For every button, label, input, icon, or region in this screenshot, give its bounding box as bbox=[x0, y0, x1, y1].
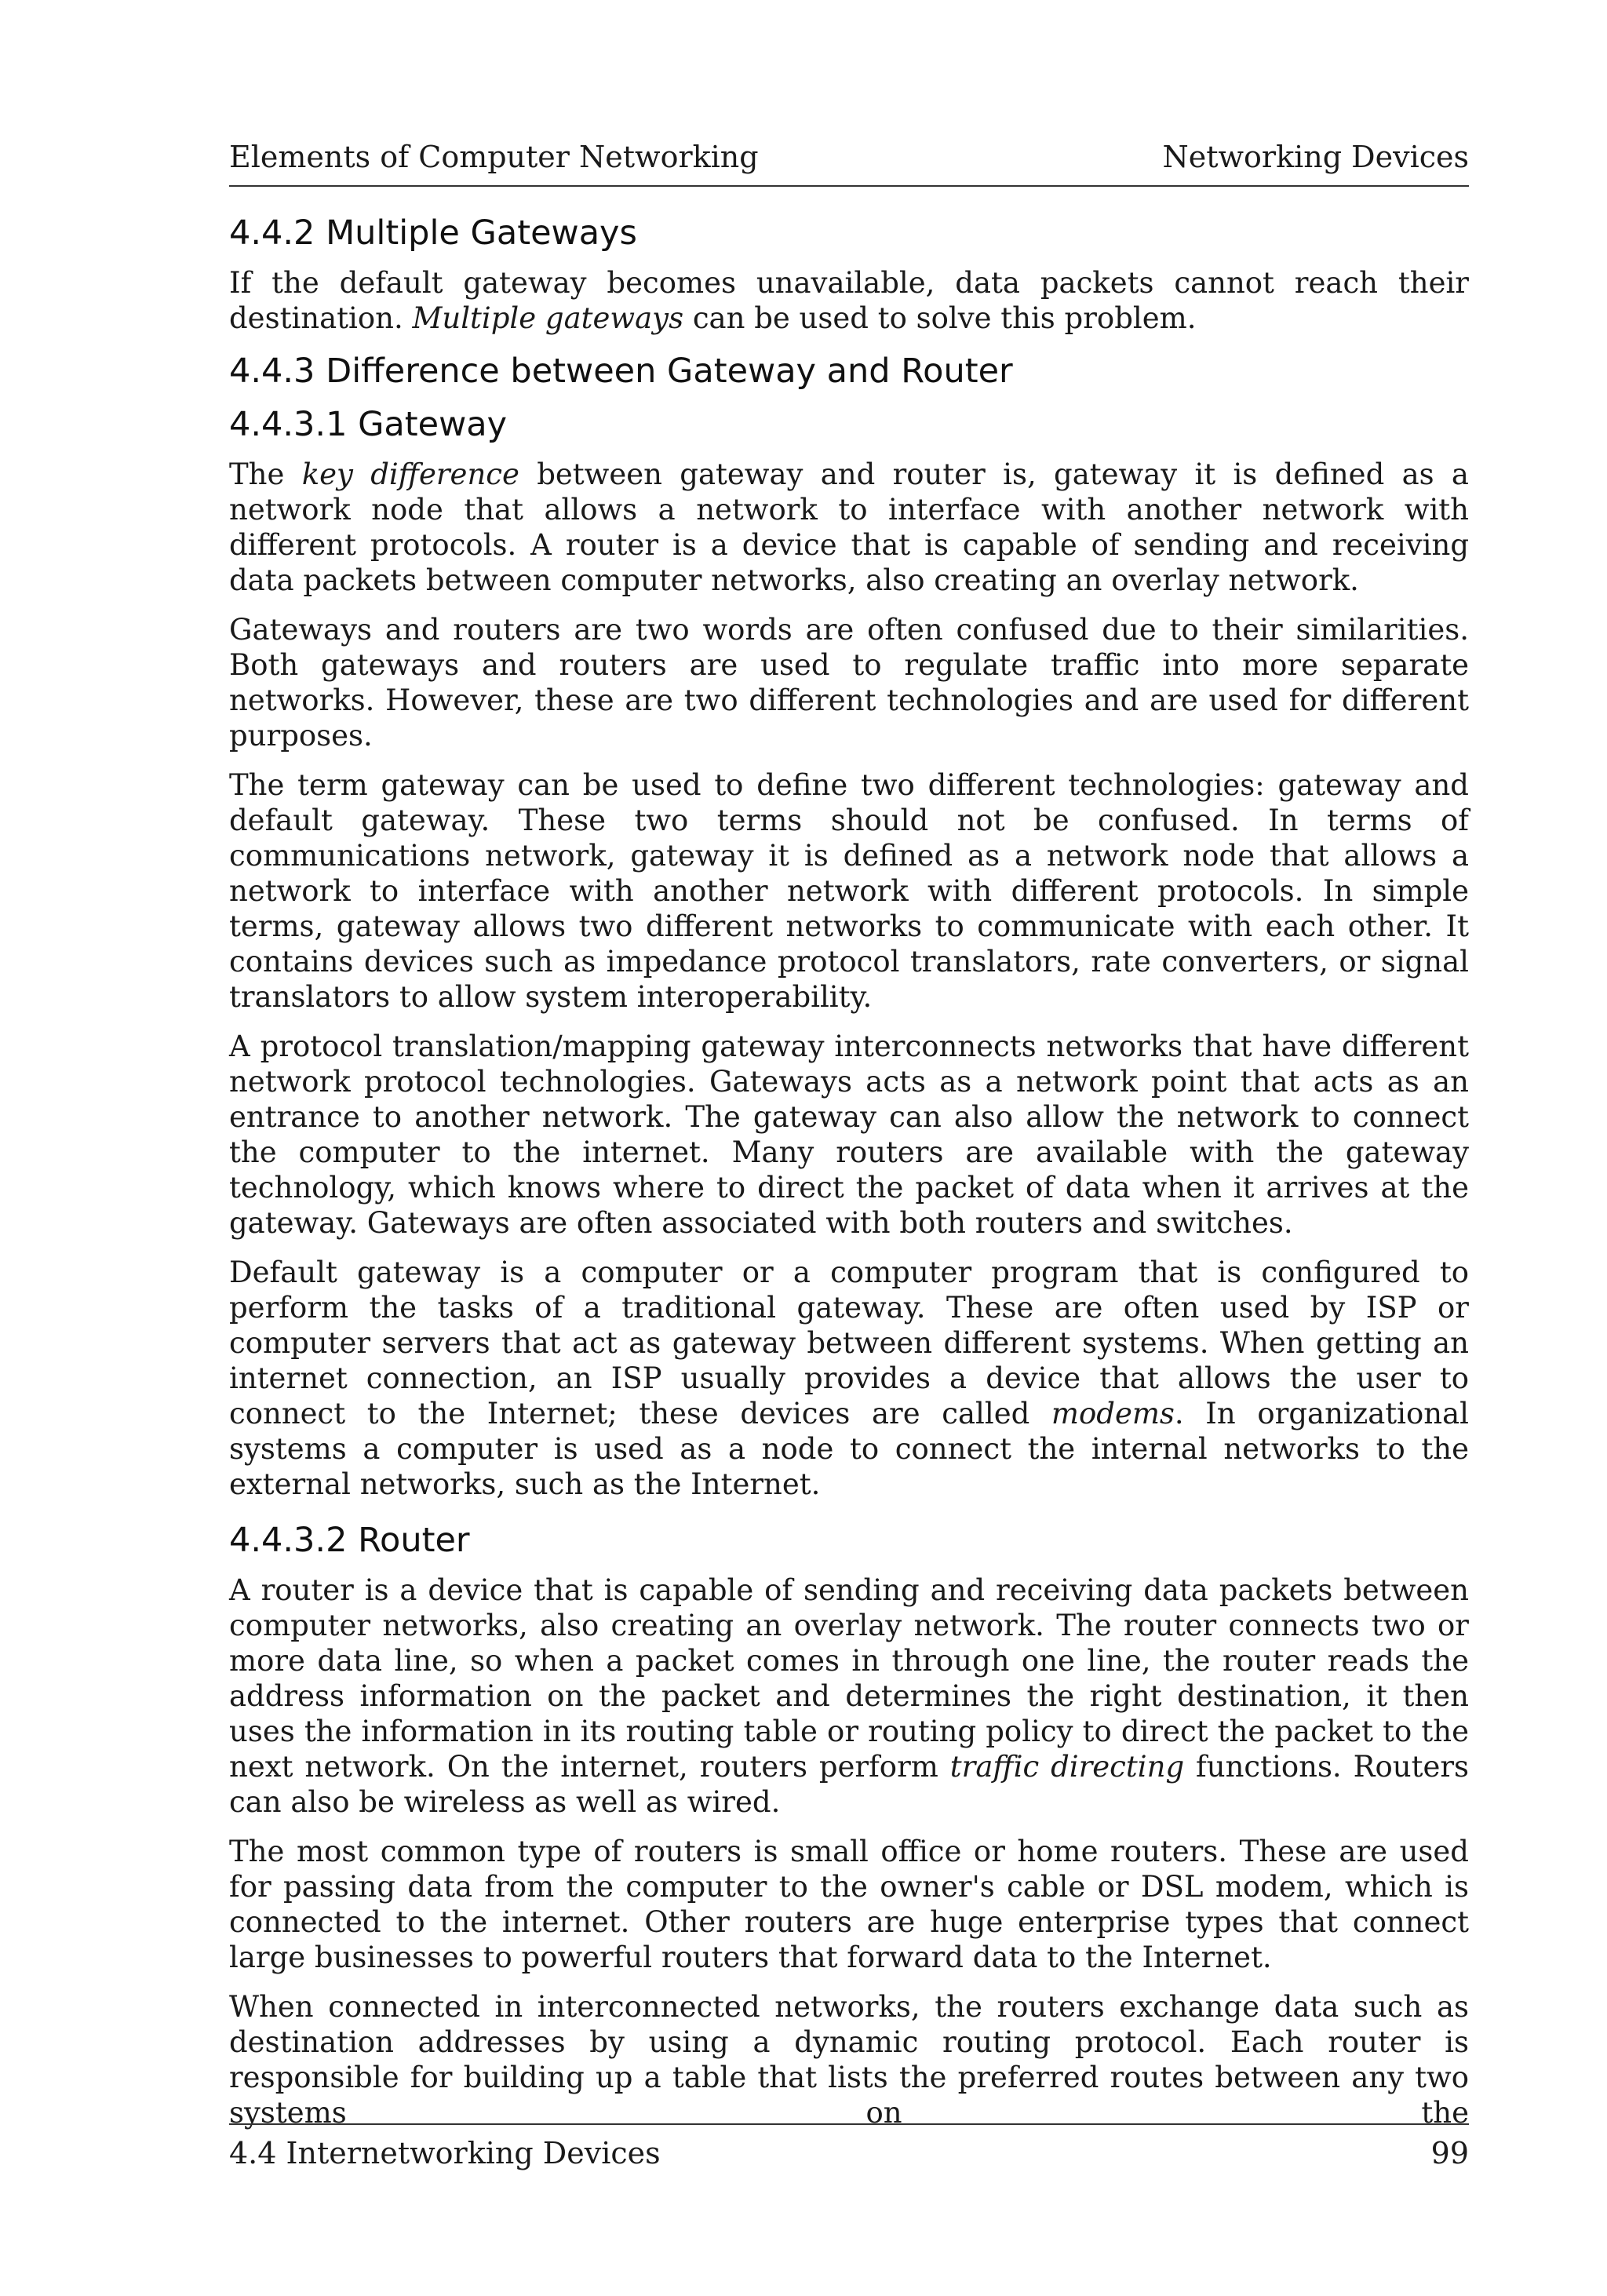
section-heading-4-4-3-1: 4.4.3.1 Gateway bbox=[229, 405, 508, 444]
paragraph bbox=[229, 457, 1469, 598]
text-run: between gateway and router is, gateway it is defined as a network node that allows a network to interface with another network with different protocols. A router is a device that is capable of sending and receiving data packets between computer networks, also creating an overlay network. bbox=[229, 457, 1469, 597]
paragraph: The most common type of routers is small office or home routers. These are used for passing data from the computer to the owner's cable or DSL modem, which is connected to the internet. Other routers are huge enterprise types that connect large businesses to powerful routers that forward data to the Internet. bbox=[229, 1835, 1469, 1974]
section-heading-4-4-2: 4.4.2 Multiple Gateways bbox=[229, 213, 637, 253]
text-run: The bbox=[229, 457, 302, 491]
text-run: If the default gateway becomes unavailable, data packets cannot reach their destination. bbox=[229, 266, 1469, 335]
paragraph bbox=[229, 1255, 1469, 1502]
section-heading-4-4-3-2: 4.4.3.2 Router bbox=[229, 1521, 470, 1560]
emphasis-text: key difference bbox=[301, 457, 519, 491]
page-number: 99 bbox=[1430, 2136, 1469, 2170]
running-footer bbox=[229, 2123, 1469, 2170]
paragraph bbox=[229, 1573, 1469, 1820]
text-run: Default gateway is a computer or a computer program that is configured to perform the tasks of a traditional gateway. These are often used by ISP or computer servers that act as gateway between different systems. When getting an internet connection, an ISP usually provides a device that allows the user to connect to the Internet; these devices are called bbox=[229, 1256, 1469, 1430]
header-chapter-title: Networking Devices bbox=[1162, 140, 1469, 174]
paragraph: When connected in interconnected networks, the routers exchange data such as destination addresses by using a dynamic routing protocol. Each router is responsible for building up a table that lists the preferred routes between any two systems on the bbox=[229, 1990, 1469, 2130]
emphasis-text: traffic directing bbox=[949, 1750, 1185, 1784]
footer-section-title: 4.4 Internetworking Devices bbox=[229, 2136, 661, 2170]
page-body bbox=[229, 206, 1469, 2145]
paragraph: Gateways and routers are two words are often confused due to their similarities. Both gateways and routers are used to regulate traffic into more separate networks. However, these are two different technologies and are used for different purposes. bbox=[229, 613, 1469, 753]
emphasis-text: modems bbox=[1051, 1397, 1175, 1430]
paragraph bbox=[229, 265, 1469, 336]
text-run: functions. Routers can also be wireless as well as wired. bbox=[229, 1750, 1470, 1819]
text-run: A router is a device that is capable of sending and receiving data packets between computer networks, also creating an overlay network. The router connects two or more data line, so when a packet comes in through one line, the router reads the address information on the packet and determines the right destination, it then uses the information in its routing table or routing policy to direct the packet to the next network. On the internet, routers perform bbox=[229, 1573, 1469, 1784]
running-header bbox=[229, 140, 1469, 187]
text-run: can be used to solve this problem. bbox=[683, 301, 1197, 335]
section-heading-4-4-3: 4.4.3 Difference between Gateway and Router bbox=[229, 352, 1013, 391]
emphasis-text: Multiple gateways bbox=[412, 301, 684, 335]
paragraph: A protocol translation/mapping gateway interconnects networks that have different network protocol technologies. Gateways acts as a network point that acts as an entrance to another network. The gateway can also allow the network to connect the computer to the internet. Many routers are available with the gateway technology, which knows where to direct the packet of data when it arrives at the gateway. Gateways are often associated with both routers and switches. bbox=[229, 1030, 1469, 1240]
paragraph: The term gateway can be used to define two different technologies: gateway and default gateway. These two terms should not be confused. In terms of communications network, gateway it is defined as a network node that allows a network to interface with another network with different protocols. In simple terms, gateway allows two different networks to communicate with each other. It contains devices such as impedance protocol translators, rate converters, or signal translators to allow system interoperability. bbox=[229, 768, 1469, 1014]
text-run: . In organizational systems a computer is used as a node to connect the internal networks to the external networks, such as the Internet. bbox=[229, 1397, 1469, 1501]
header-book-title: Elements of Computer Networking bbox=[229, 140, 759, 174]
